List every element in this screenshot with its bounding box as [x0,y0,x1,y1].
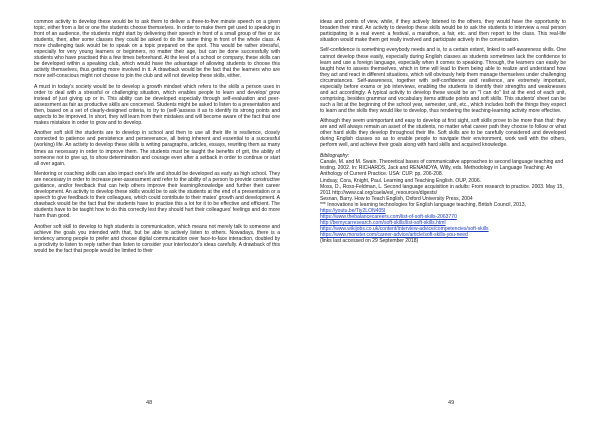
right-page [320,19,566,399]
left-paragraph-2: A must in today's society would be to develop a growth mindset which refers to the skills a person uses in order to deal with a stressful or challenging situation, which enables people to learn and develop/ grow instead of just giving up or in. This ability can be developed especially through self-evaluation and peer-assessment as fair as productive skills are concerned. Students might be asked to listen to a presentation and then, based on a set of clearly-designed criteria, to try to (self-)assess it as to identify its strong points and aspects to be improved. In short, they will learn from their mistakes and will become aware of the fact that one makes mistakes in order to grow and to develop. [34,83,280,127]
bibliography-link[interactable]: https://www.wikijobs.co.uk/content/interview-advice/competencies/soft-skills [320,225,489,232]
bibliography-entry: Canale, M. and M. Swain. Theoretical bases of communicative approaches to second language teaching and testing. 2002. In: RICHARDS, Jack and RENANDYA, Willy, eds. Methodology in Language Teaching: An Anthology of Current Practice. USA: CUP. pp. 206-208. [320,159,564,178]
right-paragraph-2: Self-confidence is something everybody needs and is, to a certain extent, linked to self-awareness skills. One cannot develop these easily, especially during English classes as students sometimes lack the confidence to learn and use a foreign language, especially when it comes to speaking. Through, the learners can easily be taught how to assess themselves, which in time will lead to them being able to realize and understand how they act and react in different situations, which will obviously help them manage themselves under challenging circumstances. Self-awareness, together with self-confidence and resilience, are extremely important, especially before exams or job interviews, enabling the students to identify their strengths and weaknesses and act accordingly. A typical activity to develop these would be an "I can do" list at the end of each unit, comprising, besides grammar and vocabulary items attitude points and soft skills. This students' sheet can be such a list at the beginning of the school year, semester, unit, etc., which includes both the things they expect to learn and the skills they would like to develop, thus rendering the teaching-learning activity more effective. [320,47,566,114]
bibliography-link[interactable]: https://youtu.be/Tiy2LON405I [320,207,386,214]
left-paragraph-1: common activity to develop these would be to ask them to deliver a three-to-five minute speech on a given topic, either from a list or one the students choose themselves. In order to make them get used to speaking in front of an audience, the students might start by delivering their speech in front of a small group of five or six students, then, after some classes they could be asked to do the same thing in front of the whole class. A more challenging task would be to speak on a topic prepared on the spot. This would be rather stressful, especially for very young learners or beginners, no matter their age, but can be done successfully with students who have practised this a few times beforehand. At the level of a school or company, these skills can be developed within a speaking club, which would have the advantage of allowing students to choose this activity themselves, thus getting more involved in it. A drawback would be the fact that the learners who are more self-conscious might not choose to join the club and will not develop these skills, either. [34,19,280,80]
left-paragraph-5: Another soft skill to develop to high students is communication, which means not merely talk to someone and achieve the goals you intended with that, but be able to actively listen to others. Nowadays, there is a tendency among people to prefer and choose digital communication over face-to-face interaction, doubled by a proclivity to listen to reply rather than listen to consider your interlocutor's ideas carefully. A drawback of this would be the fact that people would be limited to their [34,223,280,254]
bibliography-list [320,159,566,244]
right-paragraph-1: ideas and points of view, while, if they actively listened to the others, they would have the opportunity to broaden their mind. An activity to develop these skills would be to ask the students to interview a real person participating in a real event: a festival, a marathon, a fair, etc. and then report to the class. This real-life situation would make them get really involved and participate actively in the conversation. [320,19,566,44]
left-paragraph-4: Mentoring or coaching skills can also impact one's life and should be developed as early as high school. They are necessary in order to increase peer-assessment and refer to the ability of a person to provide constructive guidance, and/or feedback that can help others improve their learning/knowledge and further their career development. An activity to develop these skills would be to ask the students at the end of a presentation or a speech to give feedback to their colleagues, which could contribute to their mates' growth and development. A drawback would be the fact that the students have to practise this a lot for it to be effective and efficient. The students have to be taught how to do this correctly lest they should hurt their colleagues' feelings and do more harm than good. [34,170,280,220]
bibliography-link[interactable]: https://www.thebalancecareers.com/list-of-soft-skills-2063770 [320,213,457,220]
bibliography-entry: Lindsay, Cora, Knight, Paul. Learning and Teaching English. OUP, 2006. [320,177,482,184]
bibliography-entry: *** Innovations in learning technologies for English language teaching, British Council, 2013, [320,201,526,208]
right-page-number: 49 [448,400,455,406]
right-paragraph-3: Although they seem unimportant and easy to develop at first sight, soft skills prove to be more than that: they are and will always remain an asset of the students, no matter what career path they choose to follow or what other hard skills they develop throughout their life. Soft skills are to be carefully considered and developed during English classes so as to enable people to navigate their environment, work well with the others, perform well, and achieve their goals along with hard skills and acquired knowledge. [320,118,566,149]
left-page-number: 48 [146,400,153,406]
bibliography-link[interactable]: http://bemycarresearch.com/soft-skills/list-soft-skills.html [320,219,446,226]
bibliography-heading: Bibliography: [320,152,350,159]
bibliography-link[interactable]: https://www.monster.com/career-advice/article/soft-skills-you-need [320,231,468,238]
left-paragraph-3: Another soft skill the students are to develop in school and then to use all their life is resilience, closely connected to patience and persistence and perseverance, all being inherent and essential to a successful (working) life. An activity to develop these skills is writing paragraphs, articles, essays, rewriting them as many times as necessary in order to improve them. The students must be taught the benefits of grit, the ability of someone not to give up, to show determination and courage even after a setback in order to continue or start all over again. [34,130,280,167]
bibliography-access-note: (links last accessed on 29 September 2018) [320,237,419,244]
left-page [34,19,280,399]
bibliography-entry: Moss, D., Ross-Feldman, L. Second language acquisition in adults: From research to practice. 2003. May 15, 2011 http://www.cal.org/caela/esl_resources/digests/ [320,183,564,196]
bibliography-entry: Sesnan, Barry. How to Teach English, Oxford University Press, 2004 [320,195,473,202]
